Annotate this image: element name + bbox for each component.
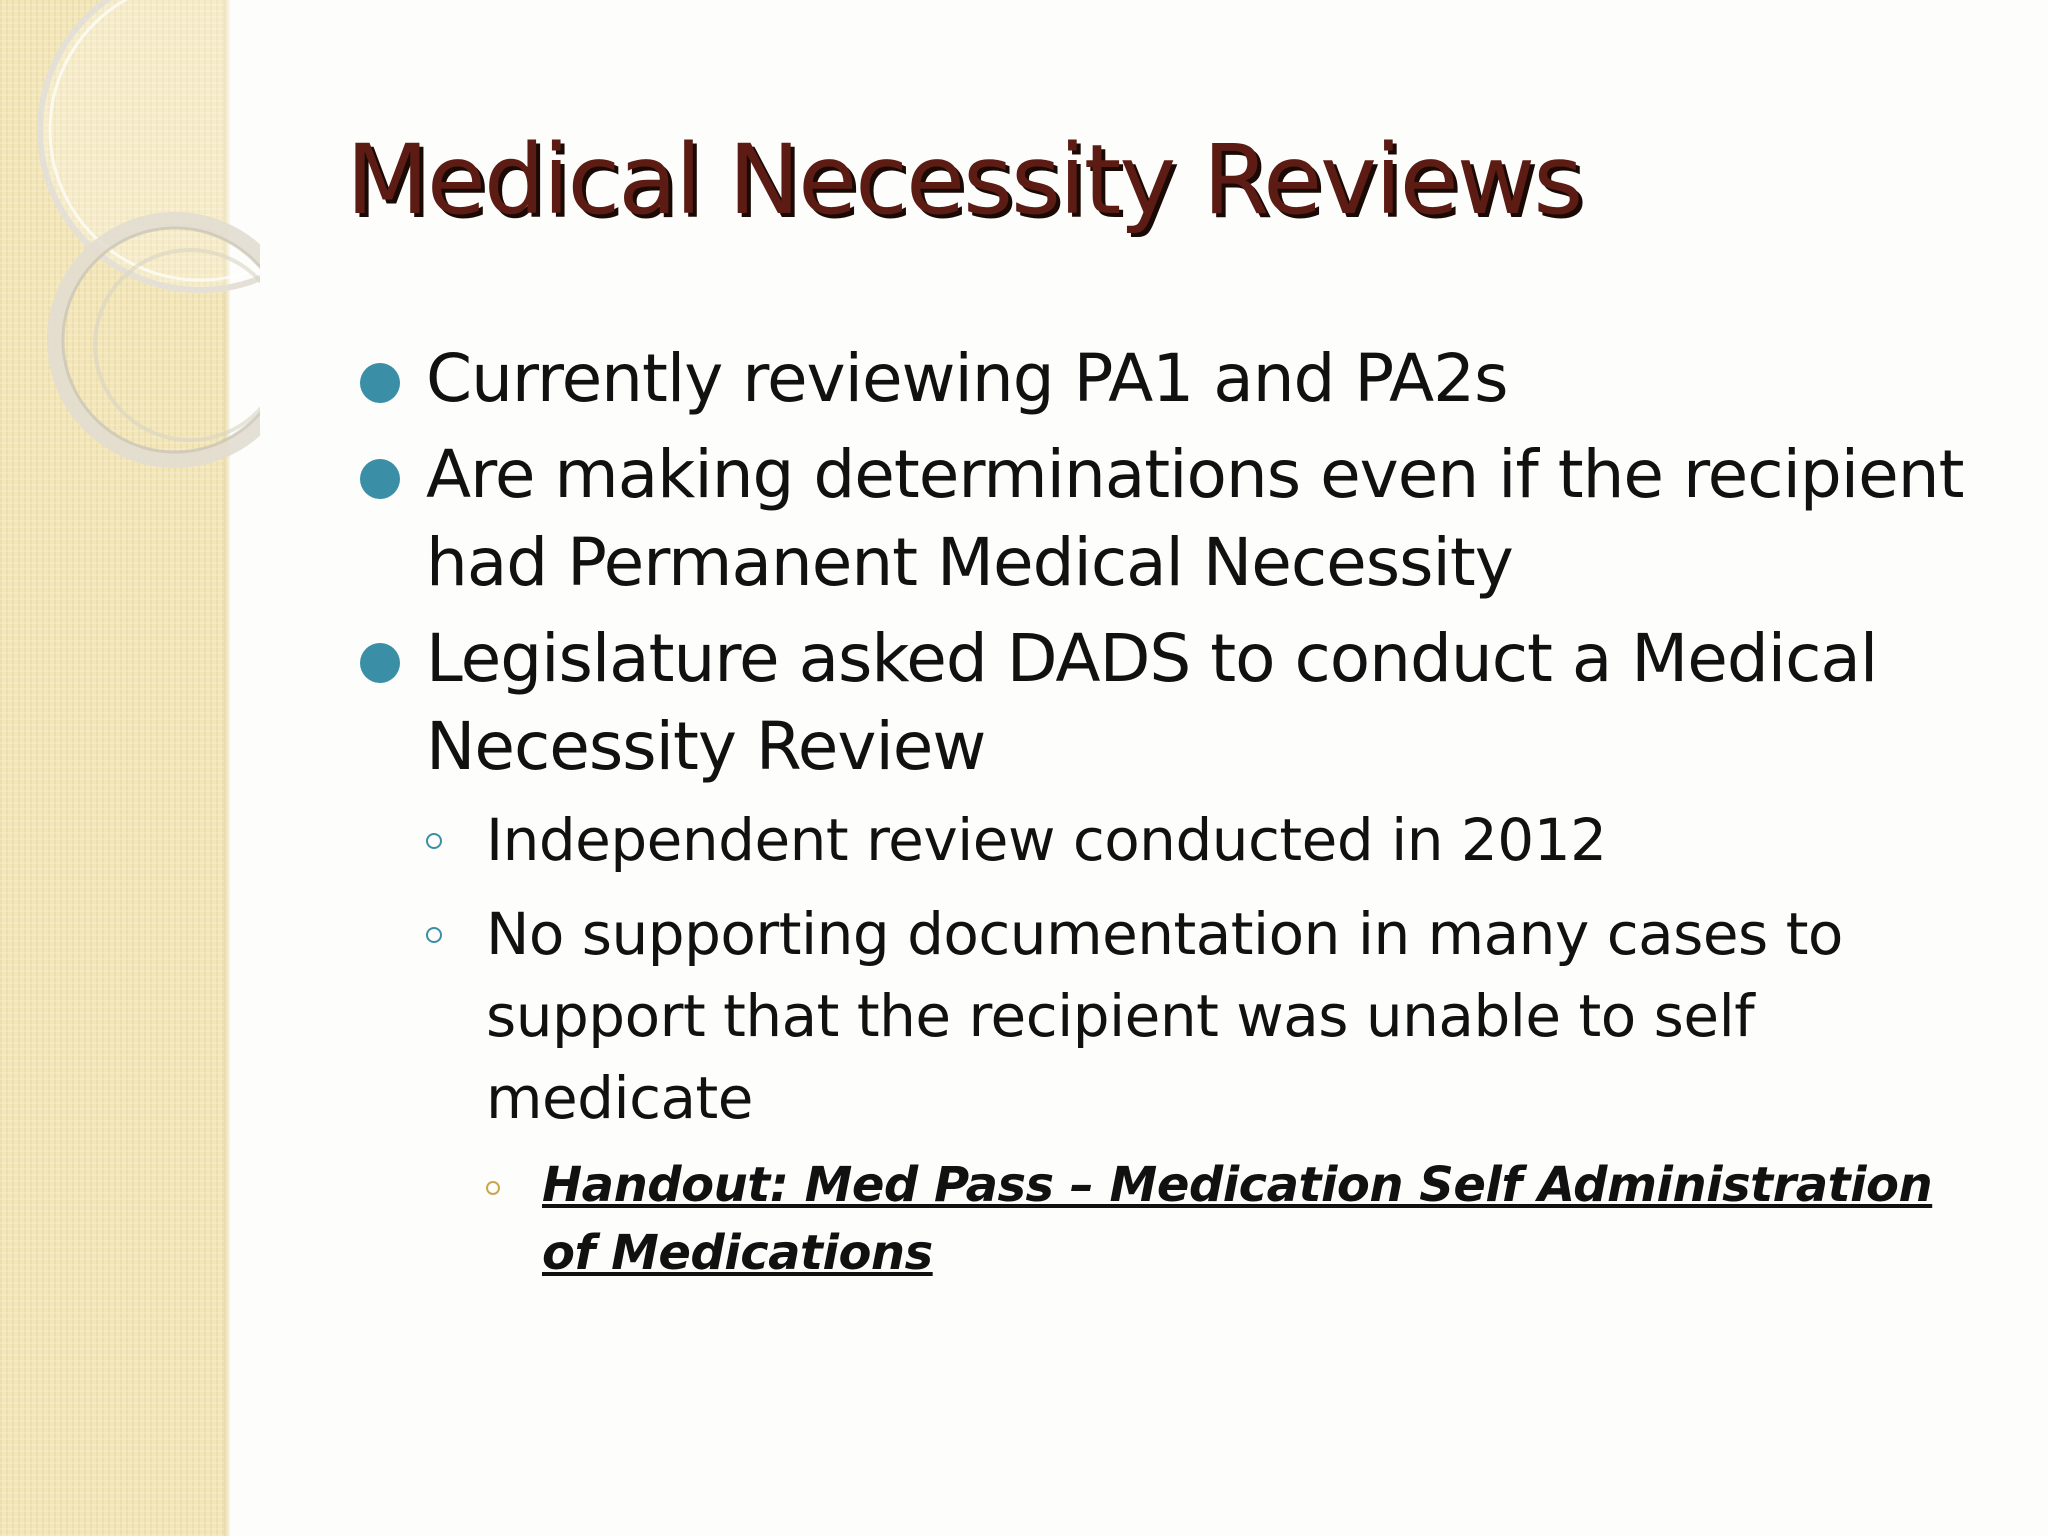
bullet-dot-icon (360, 363, 400, 403)
bullet-list (360, 335, 2000, 1287)
sub-bullet-item (426, 799, 2000, 881)
decorative-rings-graphic (0, 0, 260, 520)
handout-reference (486, 1151, 2000, 1287)
bullet-text: Legislature asked DADS to conduct a Medical Necessity Review (426, 620, 1878, 785)
bullet-text: Are making determinations even if the recipient had Permanent Medical Necessity (426, 436, 1964, 601)
handout-text: Handout: Med Pass – Medication Self Administration of Medications (542, 1157, 1933, 1281)
bullet-dot-icon (360, 459, 400, 499)
sub-bullet-circle-icon (426, 833, 442, 849)
sub-bullet-text: No supporting documentation in many cases to support that the recipient was unable to self medicate (486, 900, 1843, 1132)
bullet-text: Currently reviewing PA1 and PA2s (426, 340, 1508, 417)
bullet-item (360, 615, 2000, 791)
slide-title: Medical Necessity Reviews (346, 124, 1582, 236)
sub-bullet-circle-icon (426, 927, 442, 943)
bullet-dot-icon (360, 643, 400, 683)
sub-bullet-text: Independent review conducted in 2012 (486, 806, 1607, 874)
sub-sub-bullet-circle-icon (486, 1181, 500, 1195)
bullet-item (360, 335, 2000, 423)
sub-bullet-item (426, 893, 2000, 1139)
bullet-item (360, 431, 2000, 607)
